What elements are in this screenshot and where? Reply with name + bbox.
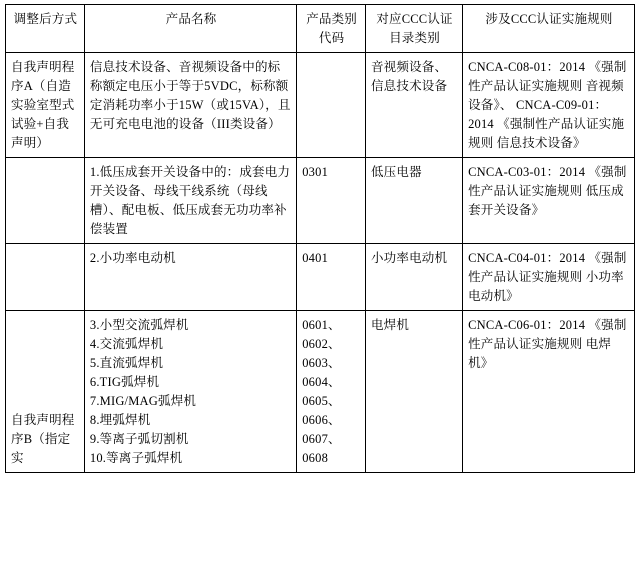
table-row — [6, 244, 635, 311]
cell-code-b2: 0401 — [297, 244, 366, 311]
cell-product-b3 — [84, 311, 296, 473]
list-item: 7.MIG/MAG弧焊机 — [89, 394, 197, 408]
cell-catalog-b2: 小功率电动机 — [365, 244, 462, 311]
cell-catalog-b1: 低压电器 — [365, 158, 462, 244]
cell-catalog-a: 音视频设备、信息技术设备 — [365, 53, 462, 158]
cell-product-b2: 2.小功率电动机 — [84, 244, 296, 311]
table-header-row — [6, 5, 635, 53]
header-cell-product: 产品名称 — [84, 5, 296, 53]
cell-catalog-b3: 电焊机 — [365, 311, 462, 473]
list-item: 3.小型交流弧焊机 — [89, 318, 189, 332]
list-item: 6.TIG弧焊机 — [89, 375, 160, 389]
cell-product-a: 信息技术设备、音视频设备中的标称额定电压小于等于5VDC，标称额定消耗功率小于15W（或15VA），且无可充电电池的设备（III类设备） — [84, 53, 296, 158]
cell-rule-b3: CNCA-C06-01：2014 《强制性产品认证实施规则 电焊机》 — [463, 311, 635, 473]
certification-table — [5, 4, 635, 473]
cell-code-a — [297, 53, 366, 158]
list-item: 8.埋弧焊机 — [89, 413, 151, 427]
header-cell-rule: 涉及CCC认证实施规则 — [463, 5, 635, 53]
table-row — [6, 158, 635, 244]
cell-code-b1: 0301 — [297, 158, 366, 244]
cell-mode-b2 — [6, 244, 85, 311]
cell-product-b1: 1.低压成套开关设备中的：成套电力开关设备、母线干线系统（母线槽）、配电板、低压成套无功功率补偿装置 — [84, 158, 296, 244]
cell-mode-b1 — [6, 158, 85, 244]
header-cell-mode: 调整后方式 — [6, 5, 85, 53]
header-cell-catalog: 对应CCC认证目录类别 — [365, 5, 462, 53]
list-item: 4.交流弧焊机 — [89, 337, 164, 351]
cell-rule-a: CNCA-C08-01：2014 《强制性产品认证实施规则 音视频设备》、 CNCA-C09-01：2014 《强制性产品认证实施规则 信息技术设备》 — [463, 53, 635, 158]
cell-rule-b2: CNCA-C04-01：2014 《强制性产品认证实施规则 小功率电动机》 — [463, 244, 635, 311]
list-item: 5.直流弧焊机 — [89, 356, 164, 370]
cell-mode-a: 自我声明程序A（自造实验室型式试验+自我声明） — [6, 53, 85, 158]
table-row — [6, 53, 635, 158]
list-item: 9.等离子弧切割机 — [89, 432, 189, 446]
cell-code-b3: 0601、0602、0603、0604、0605、0606、0607、0608 — [297, 311, 366, 473]
list-item: 10.等离子弧焊机 — [89, 451, 183, 465]
table-row — [6, 311, 635, 473]
cell-rule-b1: CNCA-C03-01：2014 《强制性产品认证实施规则 低压成套开关设备》 — [463, 158, 635, 244]
header-cell-code: 产品类别代码 — [297, 5, 366, 53]
cell-mode-b3: 自我声明程序B（指定实 — [6, 311, 85, 473]
